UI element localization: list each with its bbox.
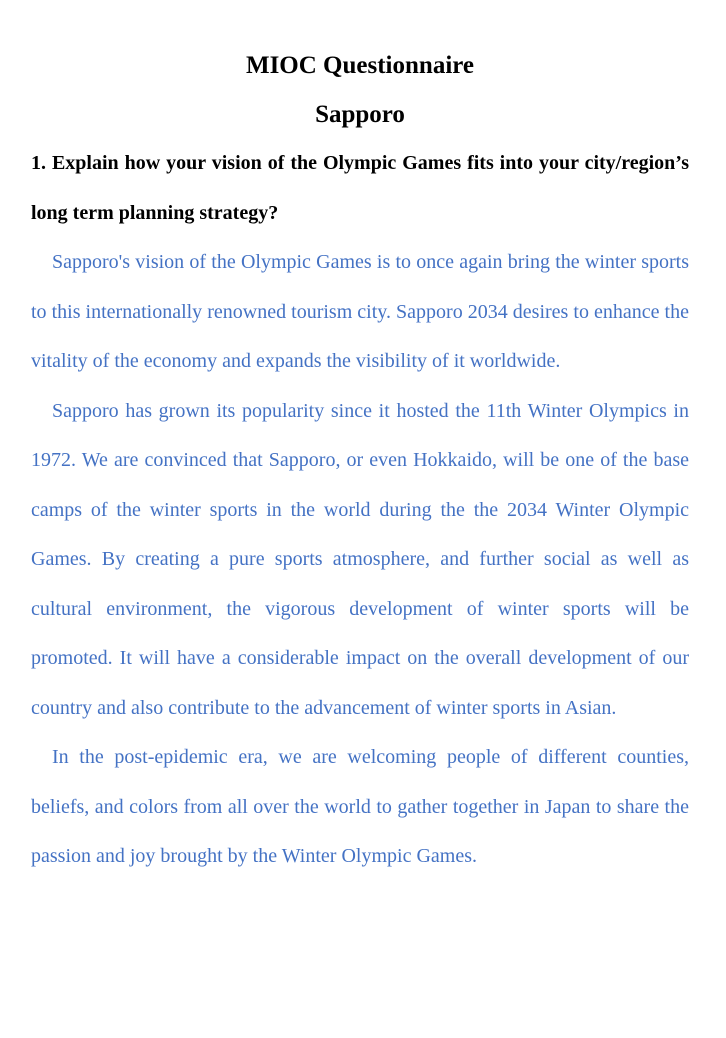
document-title: MIOC Questionnaire (245, 52, 474, 79)
document-subtitle: Sapporo (315, 101, 405, 128)
document-page (31, 46, 689, 882)
answer-paragraph-3: In the post-epidemic era, we are welcoming people of different counties, beliefs, and colors from all over the world to gather together in Japan to share the passion and joy brought by the Winter Olympic Games. (31, 746, 689, 867)
question-text: 1. Explain how your vision of the Olympic Games fits into your city/region’s long term planning strategy? (31, 152, 689, 224)
answer-paragraph-2: Sapporo has grown its popularity since it hosted the 11th Winter Olympics in 1972. We are convinced that Sapporo, or even Hokkaido, will be one of the base camps of the winter sports in the world during the the 2034 Winter Olympic Games. By creating a pure sports atmosphere, and further social as well as cultural environment, the vigorous development of winter sports will be promoted. It will have a considerable impact on the overall development of our country and also contribute to the advancement of winter sports in Asian. (31, 399, 689, 719)
answer-paragraph-1: Sapporo's vision of the Olympic Games is to once again bring the winter sports to this internationally renowned tourism city. Sapporo 2034 desires to enhance the vitality of the economy and expands the visibility of it worldwide. (31, 251, 689, 372)
